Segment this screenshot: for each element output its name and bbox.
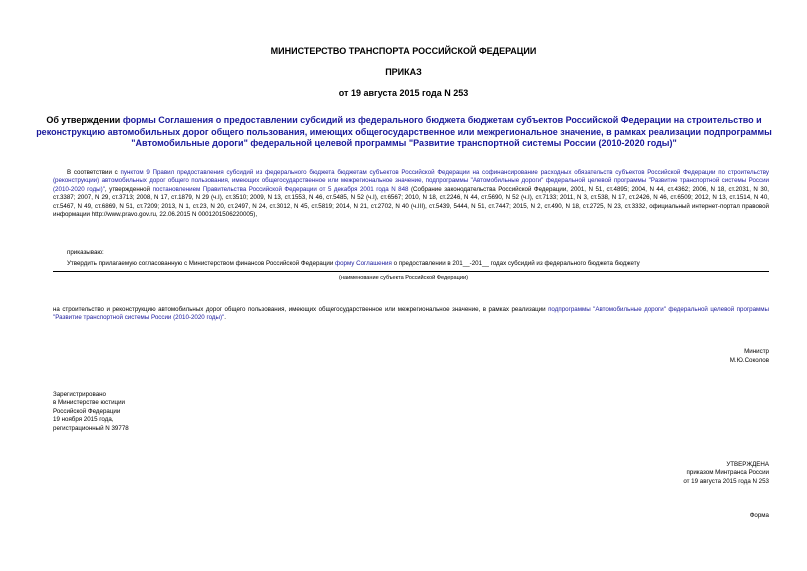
signature-position: Министр [744, 348, 769, 355]
resolution-link[interactable]: постановлением Правительства Российской Федерации от 5 декабря 2001 года N 848 [152, 185, 409, 193]
order-word: приказываю: [67, 249, 104, 256]
form-label: Форма [749, 512, 769, 519]
registration-block [53, 391, 253, 433]
approve-text-a: Утвердить прилагаемую согласованную с Министерством финансов Российской Федерации [67, 260, 336, 267]
approval-line: УТВЕРЖДЕНА [726, 461, 769, 468]
approval-line: от 19 августа 2015 года N 253 [683, 477, 769, 485]
preamble-text-c: (Собрание законодательства Российской Федерации, 2001, N 51, ст.4895; 2004, N 44, ст.4362; 2006, N 18, ст.2031, N 30, ст.3387; 2007, N 29, ст.3713; 2008, N 17, ст.1879, N 29 (ч.I), ст.3510; 2009, N 13, ст.1553, N 46, ст.5485, N 52 (ч.I), ст.6567; 2010, N 18, ст.2246, N 44, ст.5690, N 52 (ч.I), ст.7133; 2011, N 3, ст.538, N 17, ст.2426, N 46, ст.6509; 2012, N 13, ст.1514, N 40, ст.5467, N 49, ст.6869, N 51, ст.7209; 2013, N 1, ст.23, N 20, ст.2497, N 24, ст.3012, N 45, ст.5819; 2014, N 21, ст.2702, N 40 (ч.III), ст.5439, 5444, N 51, ст.7447; 2015, N 2, ст.490, N 18, ст.2725, N 23, ст.3332, официальный интернет-портал правовой информации http://www.pravo.gov.ru, 22.06.2015 N 0001201506220005), [53, 185, 769, 219]
rules-link[interactable]: пунктом 9 Правил предоставления субсидий из федерального бюджета бюджетам субъектов Российской Федерации на софинансирование расходных обязательств субъектов Российской Федерации по строительству (реконструкции) автомобильных дорог общего пользования, имеющих общегосударственное или межрегиональное значение, подпрограммы "Автомобильные дороги" федеральной целевой программы "Развитие транспортной системы России (2010-2020 годы)" [53, 169, 770, 193]
registration-line: в Министерстве юстиции [53, 399, 126, 407]
ministry-heading: МИНИСТЕРСТВО ТРАНСПОРТА РОССИЙСКОЙ ФЕДЕРАЦИИ [270, 46, 537, 56]
registration-line: Российской Федерации [53, 407, 121, 415]
registration-line: Зарегистрировано [53, 391, 106, 398]
registration-line: регистрационный N 39778 [53, 424, 129, 432]
approval-block [560, 461, 769, 486]
subprogram-link[interactable]: подпрограммы "Автомобильные дороги" федеральной целевой программы "Развитие транспортной системы России (2010-2020 годы)" [53, 306, 769, 322]
preamble-text-a: В соответствии с [67, 169, 121, 176]
purpose-paragraph [53, 306, 769, 323]
title-prefix: Об утверждении [46, 115, 123, 125]
subject-line [53, 271, 769, 272]
signature-name: М.Ю.Соколов [729, 357, 769, 364]
document-title [28, 115, 780, 150]
approval-line: приказом Минтранса России [686, 469, 769, 477]
purpose-text-a: на строительство и реконструкцию автомобильных дорог общего пользования, имеющих общегосударственное или межрегиональное значение, в рамках реализации [53, 306, 549, 313]
registration-line: 19 ноября 2015 года, [53, 416, 114, 424]
purpose-text-b: . [224, 314, 226, 322]
agreement-form-link[interactable]: форму Соглашения [335, 260, 392, 267]
approve-paragraph [67, 260, 777, 268]
approve-text-b: о предоставлении в 201__-201__ годах субсидий из федерального бюджета бюджету [391, 260, 640, 267]
preamble-text-b: , утвержденной [104, 185, 153, 193]
subject-caption: (наименование субъекта Российской Федерации) [339, 275, 468, 281]
title-link[interactable]: формы Соглашения о предоставлении субсидий из федерального бюджета бюджетам субъектов Российской Федерации на строительство и реконструкцию автомобильных дорог общего пользования, имеющих общегосударственное или межрегиональное значение, в рамках реализации подпрограммы "Автомобильные дороги" федеральной целевой программы "Развитие транспортной системы России (2010-2020 годы)" [36, 115, 772, 148]
doc-type-heading: ПРИКАЗ [385, 67, 422, 77]
doc-date-number: от 19 августа 2015 года N 253 [338, 88, 469, 98]
preamble-paragraph [53, 169, 769, 219]
